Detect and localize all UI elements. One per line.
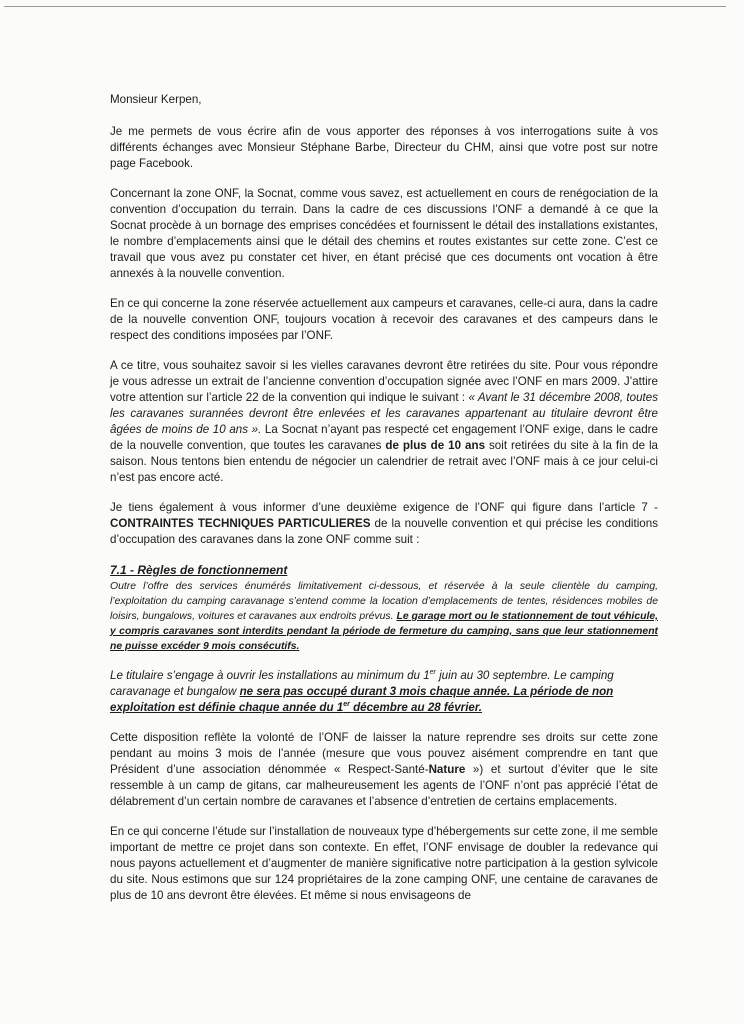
article-22-quote: « Avant le 31 décembre 2008, toutes les caravanes surannées devront être enlevées et les caravanes appartenant au titulaire devront être âgées de moins de 10 ans ». bbox=[110, 391, 658, 436]
paragraph-opening-period bbox=[110, 668, 658, 716]
extract-title: 7.1 - Règles de fonctionnement bbox=[110, 563, 288, 577]
text-run: de la nouvelle convention et qui précise les conditions d’occupation des caravanes dans la zone ONF comme suit : bbox=[110, 517, 658, 546]
paragraph-new-accommodation: En ce qui concerne l’étude sur l’installation de nouveaux type d’hébergements sur cette zone, il me semble important de mettre ce projet dans son contexte. En effet, l’ONF envisage de doubler la redevance qui nous payons actuellement et d’augmenter de manière significative notre participation à la gestion sylvicole du site. Nous estimons que sur 124 propriétaires de la zone camping ONF, une centaine de caravanes de plus de 10 ans devront être élevées. Et même si nous envisageons de bbox=[110, 825, 658, 902]
superscript: er bbox=[429, 669, 436, 677]
letter-body bbox=[110, 92, 658, 918]
text-run: ne sera pas occupé durant 3 mois chaque année. La période de non exploitation est définie chaque année du 1 bbox=[110, 685, 614, 714]
paragraph-reserved-zone: En ce qui concerne la zone réservée actuellement aux campeurs et caravanes, celle-ci aura, dans la cadre de la nouvelle convention ONF, toujours vocation à recevoir des caravanes et des campeurs dans le respect des conditions imposées par l’ONF. bbox=[110, 297, 658, 342]
paragraph-onf-zone: Concernant la zone ONF, la Socnat, comme vous savez, est actuellement en cours de renégociation de la convention d’occupation du terrain. Dans la cadre de ces discussions l’ONF a demandé à ce que la Socnat procède à un bornage des emprises concédées et fournissent le détail des installations existantes, le nombre d’emplacements ainsi que le détail des chemins et routes existantes sur cette zone. C’est ce travail que vous avez pu constater cet hiver, en étant précisé que ces documents ont vocation à être annexés à la nouvelle convention. bbox=[110, 187, 658, 280]
bold-emphasis: de plus de 10 ans bbox=[385, 439, 486, 452]
text-run: La Socnat n’ayant pas respecté cet engagement l’ONF exige, dans le cadre de la nouvelle convention, que toutes les caravanes bbox=[110, 423, 658, 452]
paragraph-intro: Je me permets de vous écrire afin de vous apporter des réponses à vos interrogations suite à vos différents échanges avec Monsieur Stéphane Barbe, Directeur du CHM, ainsi que votre post sur notre page Facebook. bbox=[110, 125, 658, 170]
paragraph-nature bbox=[110, 730, 658, 810]
extract-body bbox=[110, 579, 658, 654]
text-run: Je tiens également à vous informer d’une deuxième exigence de l’ONF qui figure dans l’article 7 - bbox=[110, 501, 658, 514]
text-run: Outre l’offre des services énumérés limitativement ci-dessous, et réservée à la seule clientèle du camping, l’exploitation du camping caravanage s’entend comme la location d’emplacements de tentes, résidences mobiles de loisirs, bungalows, voitures et caravanes aux endroits prévus. bbox=[110, 581, 658, 622]
superscript: er bbox=[343, 701, 350, 709]
text-run: juin au 30 septembre. Le camping caravanage et bungalow bbox=[110, 669, 614, 698]
text-run: A ce titre, vous souhaitez savoir si les vielles caravanes devront être retirées du site. Pour vous répondre je vous adresse un extrait de l’ancienne convention d’occupation signée avec l’ONF en mars 2009. J’attire votre attention sur l’article 22 de la convention qui indique le suivant : bbox=[110, 359, 658, 404]
bold-emphasis: Nature bbox=[428, 763, 466, 776]
bold-emphasis: CONTRAINTES TECHNIQUES PARTICULIERES bbox=[110, 517, 371, 530]
text-run: Le titulaire s’engage à ouvrir les installations au minimum du 1 bbox=[110, 669, 430, 682]
convention-extract bbox=[110, 562, 658, 654]
text-run: décembre au 28 février. bbox=[349, 701, 482, 714]
salutation: Monsieur Kerpen, bbox=[110, 93, 202, 106]
text-run: Cette disposition reflète la volonté de l’ONF de laisser la nature reprendre ses droits sur cette zone pendant au moins 3 mois de l’année (mesure que vous pouvez aisément comprendre en tant que Président d’une association dénommée « Respect-Santé- bbox=[110, 731, 658, 776]
text-run: ») et surtout d’éviter que le site ressemble à un camp de gitans, car malheureusement les agents de l’ONF n’ont pas apprécié l’état de délabrement d’un certain nombre de caravanes et l’absence d’entretien de certains emplacements. bbox=[110, 763, 658, 808]
text-run: soit retirées du site à la fin de la saison. Nous tentons bien entendu de négocier un calendrier de retrait avec l’ONF mais à ce jour celui-ci n’est pas encore acté. bbox=[110, 439, 659, 484]
paragraph-old-caravans bbox=[110, 358, 658, 486]
scan-top-edge bbox=[4, 6, 726, 7]
extract-emphasis: Le garage mort ou le stationnement de tout véhicule, y compris caravanes sont interdits pendant la période de fermeture du camping, sans que leur stationnement ne puisse excéder 9 mois consécutifs. bbox=[110, 611, 659, 652]
paragraph-second-requirement bbox=[110, 500, 658, 548]
